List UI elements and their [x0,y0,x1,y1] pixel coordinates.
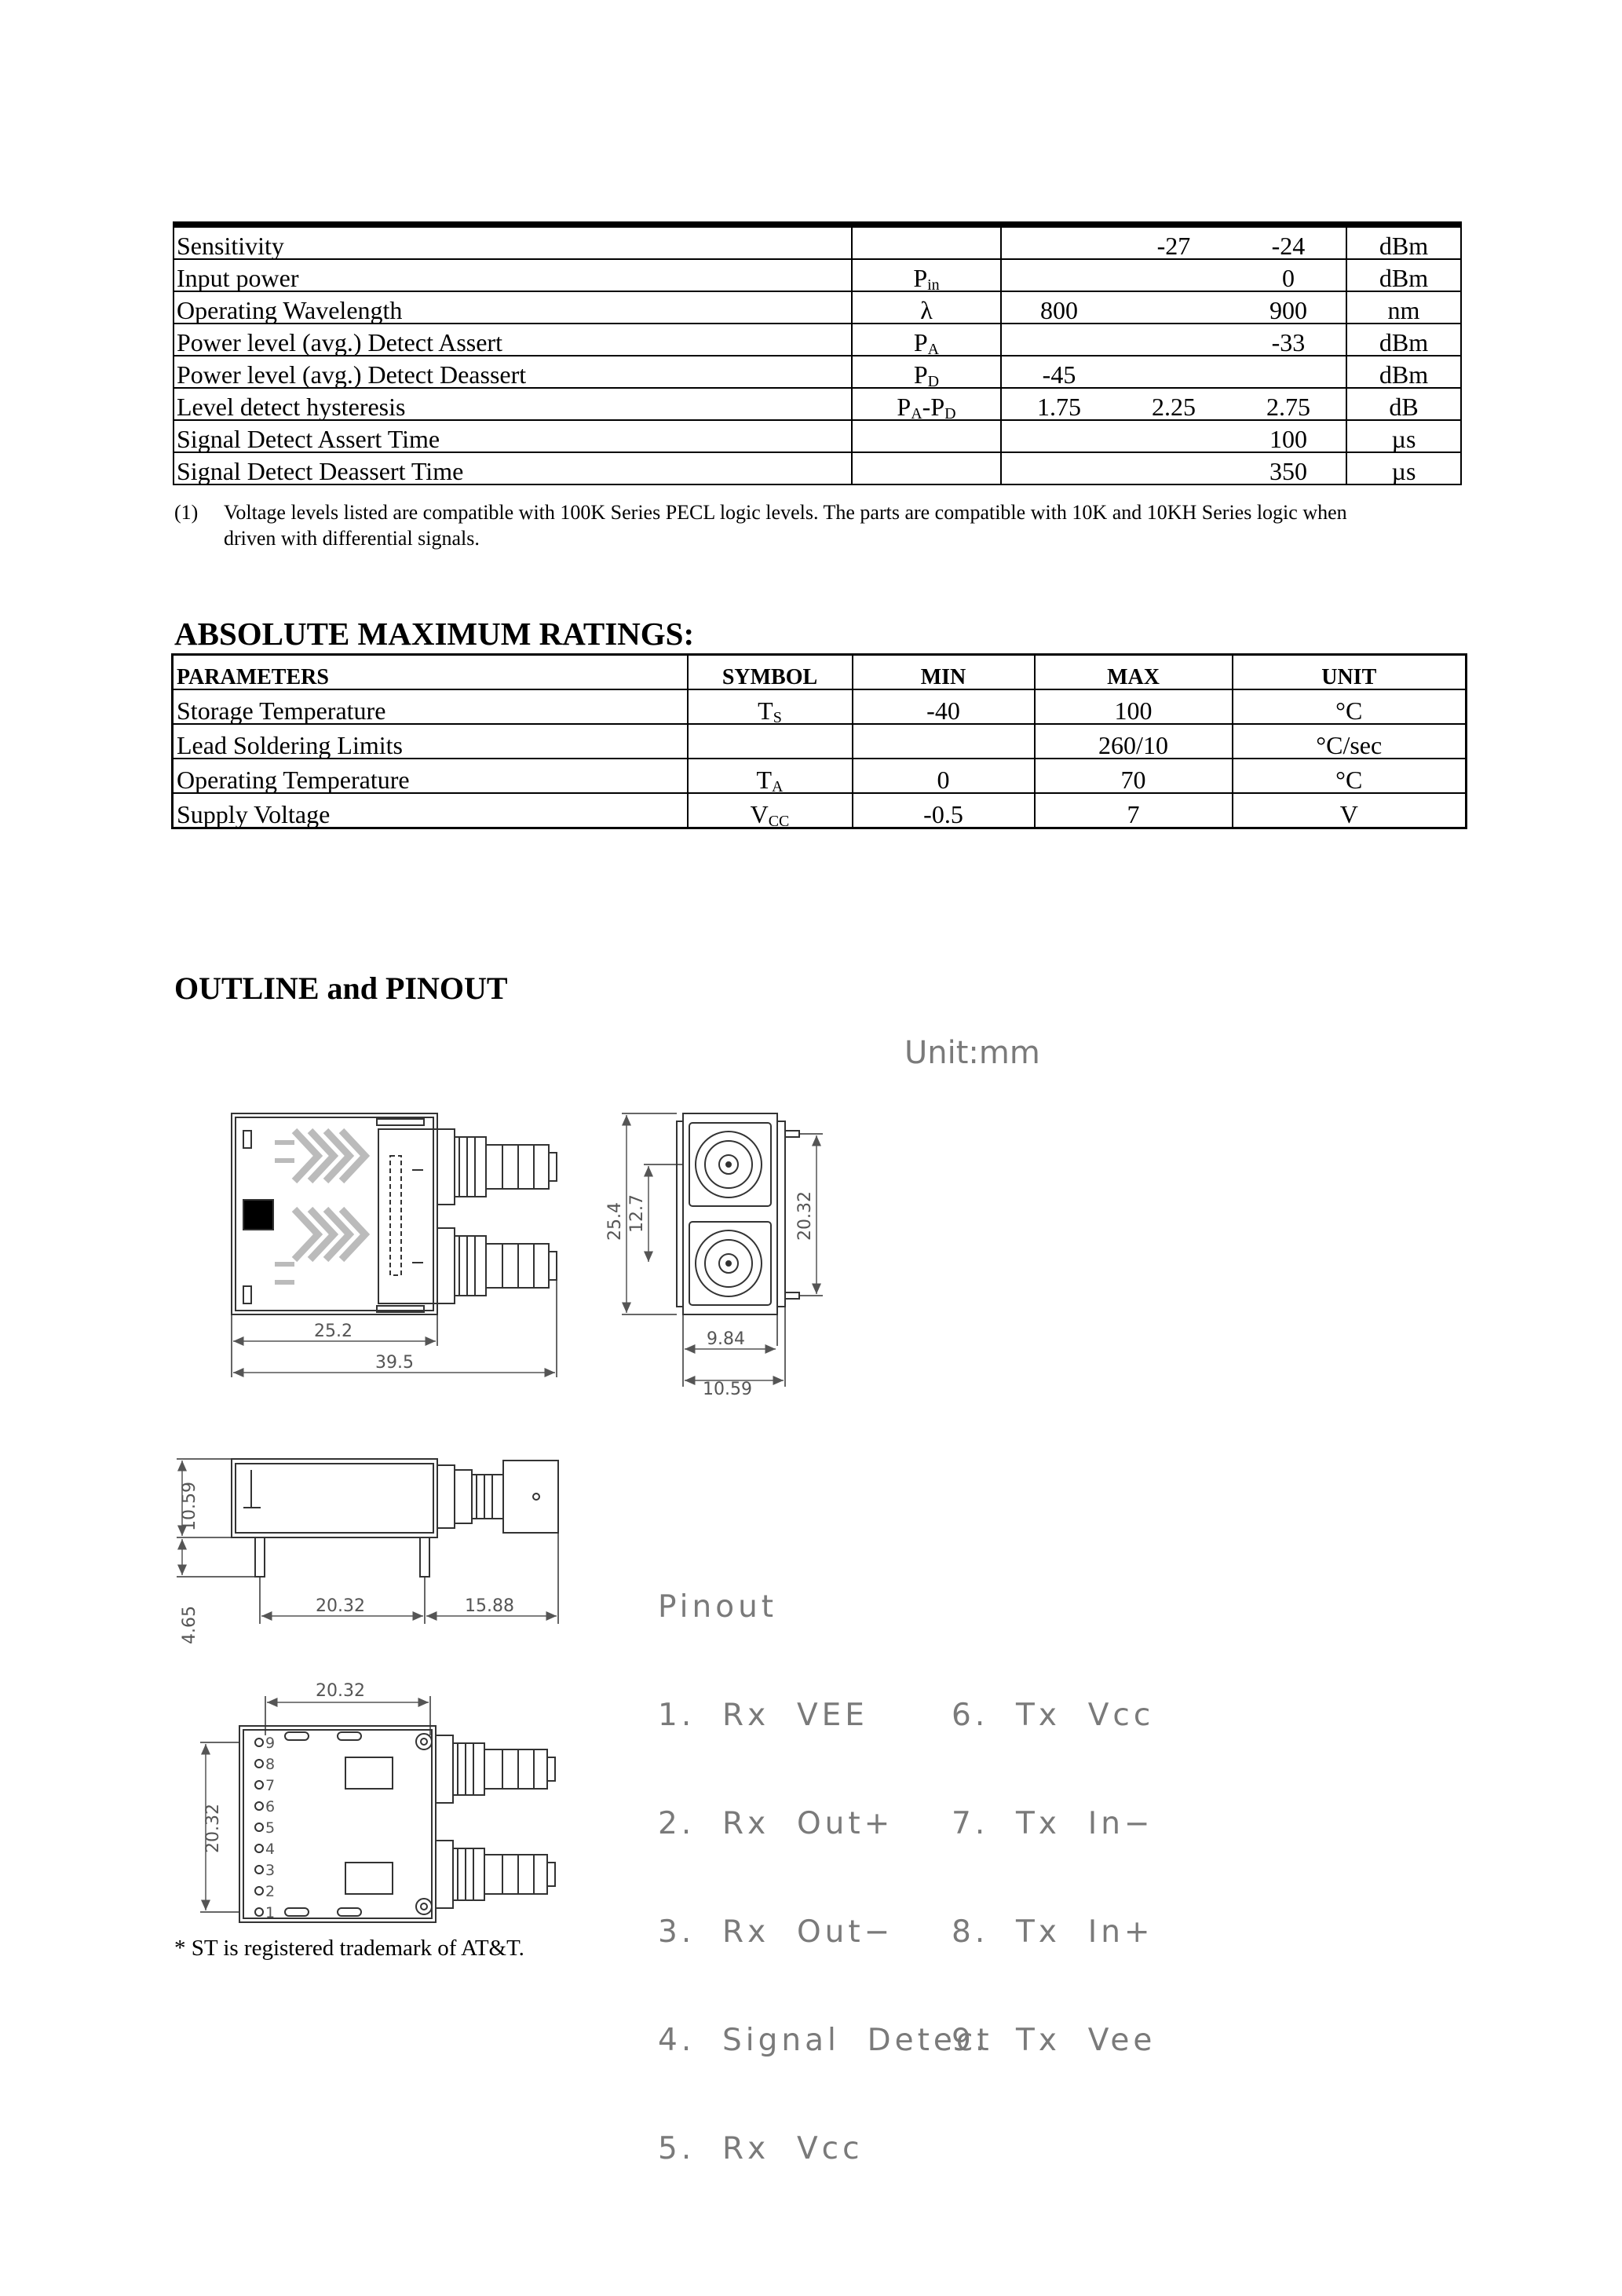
param-cell: Storage Temperature [173,689,688,724]
bottom-view-drawing [200,1696,555,1922]
min-value: 1.75 [1036,393,1081,421]
unit-cell: µs [1346,452,1461,484]
col-header-symbol: SYMBOL [688,655,853,690]
pin-label: 7 [265,1777,276,1794]
pinout-left-list [658,1625,993,2203]
dim-side-20-32: 20.32 [316,1596,365,1616]
dim-top-39-5: 39.5 [375,1353,414,1373]
pin-label: 9 [265,1735,276,1752]
symbol-cell: $P_{in}$ [852,259,1001,291]
min-value: -45 [1042,360,1076,389]
max-value: 0 [1281,264,1295,292]
outline-heading: OUTLINE and PINOUT [174,971,508,1006]
col-header-max: MAX [1035,655,1233,690]
unit-cell: dBm [1346,225,1461,259]
param-cell: Supply Voltage [173,793,688,828]
typ-value: -27 [1156,232,1191,260]
pinout-item: 3. Rx Out− [658,1914,894,1950]
dim-side-15-88: 15.88 [465,1596,514,1616]
param-cell: Level detect hysteresis [174,388,852,420]
top-view-drawing [232,1113,557,1377]
unit-cell: dBm [1346,324,1461,356]
bottom-view-pins [255,1738,263,1916]
param-cell: Input power [174,259,852,291]
pinout-right-list [952,1625,1156,2095]
min-cell: -0.5 [853,793,1035,828]
pinout-item: 8. Tx In+ [952,1914,1154,1950]
param-cell: Power level (avg.) Detect Deassert [174,356,852,388]
unit-label: Unit:mm [904,1035,1040,1071]
col-header-min: MIN [853,655,1035,690]
dim-front-20-32: 20.32 [795,1191,815,1241]
param-cell: Lead Soldering Limits [173,724,688,759]
max-cell: 7 [1035,793,1233,828]
pinout-item: 2. Rx Out+ [658,1806,894,1841]
symbol-cell: $T_A$ [688,759,853,793]
unit-cell: °C/sec [1233,724,1467,759]
max-value: -33 [1271,328,1306,356]
max-value: 2.75 [1266,393,1310,421]
param-cell: Signal Detect Deassert Time [174,452,852,484]
max-value: 100 [1269,425,1307,453]
unit-cell: nm [1346,291,1461,324]
pin-label: 3 [265,1862,276,1879]
trademark-note: * ST is registered trademark of AT&T. [174,1936,524,1961]
col-header-unit: UNIT [1233,655,1467,690]
max-value: 350 [1269,457,1307,485]
dim-side-4-65: 4.65 [180,1606,199,1644]
footnote-line-1: Voltage levels listed are compatible with 100K Series PECL logic levels. The parts are compatible with 10K and 10KH Series logic when [224,501,1347,524]
max-cell: 100 [1035,689,1233,724]
pin-label: 1 [265,1904,276,1921]
param-cell: Sensitivity [174,225,852,259]
dim-front-9-84: 9.84 [707,1329,745,1349]
max-value: 900 [1269,296,1307,324]
pin-label: 5 [265,1819,276,1837]
symbol-cell: $T_S$ [688,689,853,724]
unit-cell: V [1233,793,1467,828]
max-value: -24 [1271,232,1306,260]
footnote-marker: (1) [174,501,199,524]
pinout-item: 4. Signal Detect [658,2023,993,2058]
symbol-cell: $P_A$ [852,324,1001,356]
symbol-cell: $P_D$ [852,356,1001,388]
pin-label: 8 [265,1756,276,1773]
param-cell: Power level (avg.) Detect Assert [174,324,852,356]
abs-max-heading: ABSOLUTE MAXIMUM RATINGS: [174,616,695,652]
pinout-item: 1. Rx VEE [658,1698,868,1733]
param-cell: Signal Detect Assert Time [174,420,852,452]
typ-value: 2.25 [1151,393,1196,421]
symbol-cell: $P_A-P_D$ [852,388,1001,420]
param-cell: Operating Temperature [173,759,688,793]
pin-label: 4 [265,1841,276,1858]
unit-cell: dBm [1346,259,1461,291]
min-cell: 0 [853,759,1035,793]
pin-label: 2 [265,1883,276,1900]
footnote-line-2: driven with differential signals. [224,527,480,550]
dim-front-12-7: 12.7 [627,1194,647,1233]
pinout-item: 7. Tx In− [952,1806,1154,1841]
min-value: 800 [1039,296,1078,324]
max-cell: 260/10 [1035,724,1233,759]
dim-bottom-20-32-h: 20.32 [203,1804,223,1853]
pinout-title: Pinout [658,1589,778,1625]
unit-cell: °C [1233,689,1467,724]
unit-cell: dBm [1346,356,1461,388]
unit-cell: °C [1233,759,1467,793]
pinout-item: 6. Tx Vcc [952,1698,1155,1733]
param-cell: Operating Wavelength [174,291,852,324]
unit-cell: µs [1346,420,1461,452]
col-header-parameters: PARAMETERS [173,655,688,690]
min-cell: -40 [853,689,1035,724]
pin-label: 6 [265,1798,276,1815]
dim-top-25-2: 25.2 [314,1322,353,1341]
dim-front-25-4: 25.4 [605,1202,625,1241]
dim-bottom-20-32-w: 20.32 [316,1681,365,1701]
max-cell: 70 [1035,759,1233,793]
symbol-cell: λ [852,291,1001,324]
dim-front-10-59: 10.59 [703,1380,752,1399]
symbol-cell: $V_{CC}$ [688,793,853,828]
unit-cell: dB [1346,388,1461,420]
pinout-item: 5. Rx Vcc [658,2131,864,2166]
pinout-item: 9. Tx Vee [952,2023,1156,2058]
dim-side-10-59: 10.59 [180,1482,199,1531]
